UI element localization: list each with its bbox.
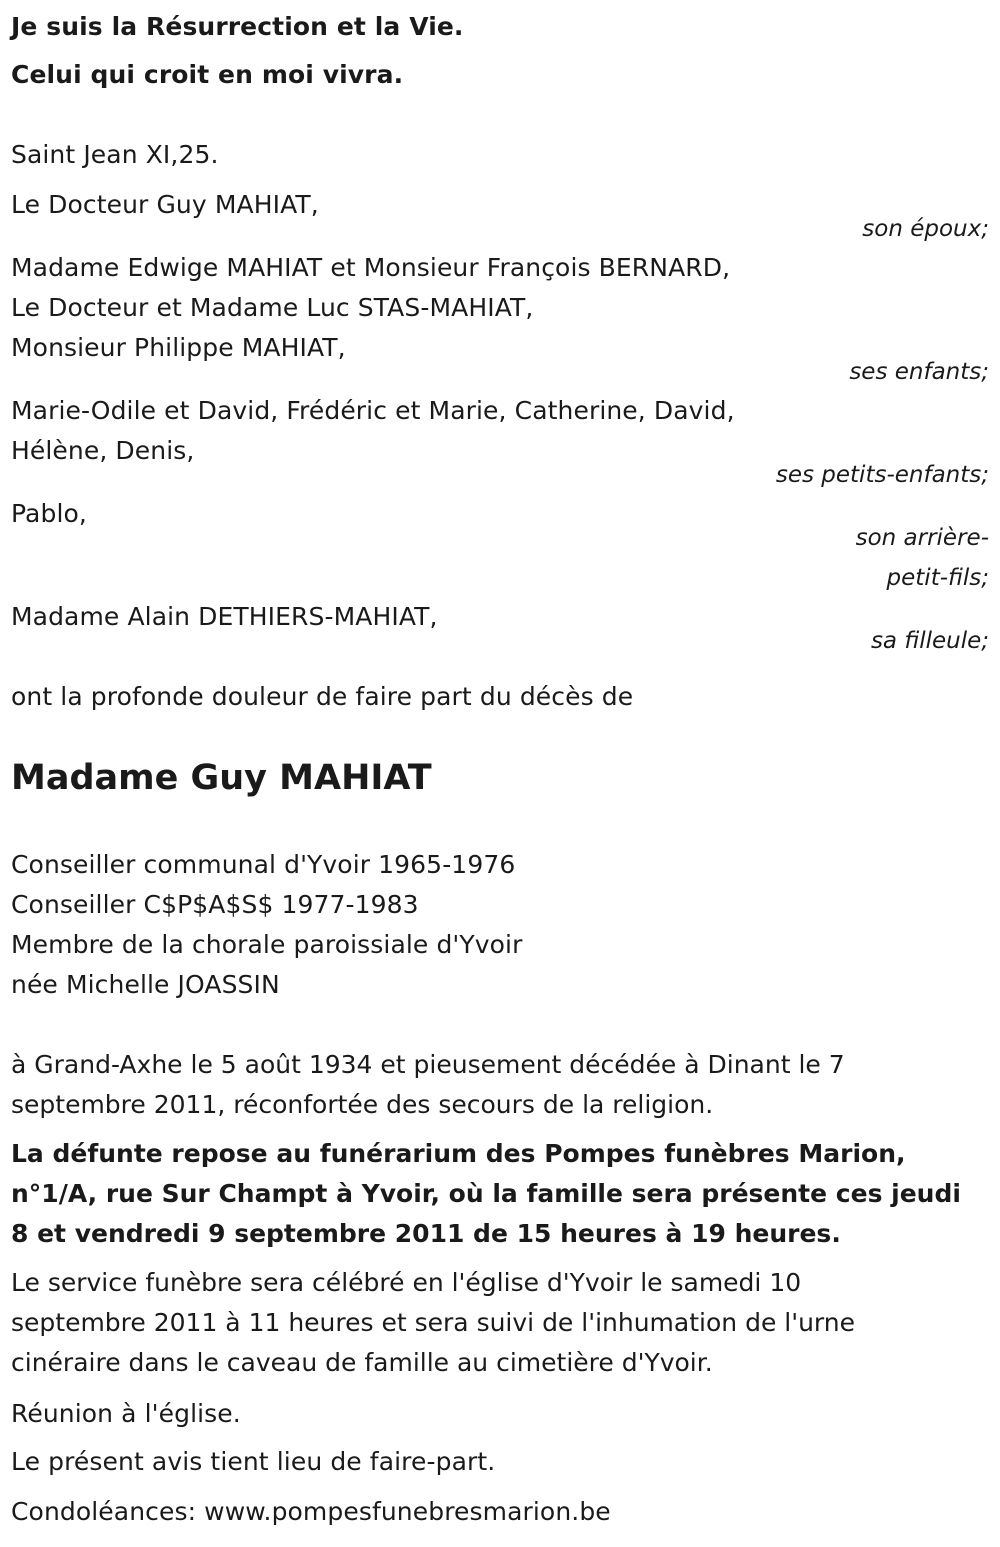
- deceased-title-3: Membre de la chorale paroissiale d'Yvoir: [11, 930, 523, 959]
- visitation-paragraph: La défunte repose au funérarium des Pompes funèbres Marion, n°1/A, rue Sur Champt à Yvoir, où la famille sera présente ces jeudi 8 et vendredi 9 septembre 2011 de 15 heures à 19 heures.: [11, 1139, 961, 1248]
- deceased-title-1: Conseiller communal d'Yvoir 1965-1976: [11, 850, 516, 879]
- spouse-name: Le Docteur Guy MAHIAT,: [11, 190, 319, 219]
- meeting-text: Réunion à l'église.: [11, 1399, 241, 1428]
- grandchildren-line-1: Marie-Odile et David, Frédéric et Marie, Catherine, David,: [11, 396, 735, 425]
- goddaughter-name: Madame Alain DETHIERS-MAHIAT,: [11, 602, 438, 631]
- child-name-1: Madame Edwige MAHIAT et Monsieur François BERNARD,: [11, 253, 731, 282]
- verse-line-2: Celui qui croit en moi vivra.: [11, 60, 404, 89]
- announcement-text: ont la profonde douleur de faire part du décès de: [11, 682, 634, 711]
- spouse-relation: son époux;: [862, 216, 989, 242]
- great-grandchild-name: Pablo,: [11, 499, 87, 528]
- birth-death-paragraph: à Grand-Axhe le 5 août 1934 et pieusement décédée à Dinant le 7 septembre 2011, réconfortée des secours de la religion.: [11, 1050, 845, 1119]
- notice-text: Le présent avis tient lieu de faire-part.: [11, 1447, 496, 1476]
- verse-line-1: Je suis la Résurrection et la Vie.: [11, 12, 464, 41]
- children-relation: ses enfants;: [849, 359, 989, 385]
- goddaughter-relation: sa filleule;: [870, 628, 989, 654]
- grandchildren-line-2: Hélène, Denis,: [11, 436, 195, 465]
- grandchildren-relation: ses petits-enfants;: [775, 462, 989, 488]
- child-name-2: Le Docteur et Madame Luc STAS-MAHIAT,: [11, 293, 534, 322]
- verse-reference: Saint Jean XI,25.: [11, 140, 219, 169]
- deceased-maiden-name: née Michelle JOASSIN: [11, 970, 280, 999]
- deceased-title-2: Conseiller C$P$A$S$ 1977-1983: [11, 890, 419, 919]
- great-grandchild-relation-line-2: petit-fils;: [886, 565, 989, 591]
- child-name-3: Monsieur Philippe MAHIAT,: [11, 333, 346, 362]
- service-paragraph: Le service funèbre sera célébré en l'église d'Yvoir le samedi 10 septembre 2011 à 11 heures et sera suivi de l'inhumation de l'urne cinéraire dans le caveau de famille au cimetière d'Yvoir.: [11, 1268, 855, 1377]
- condolences-text: Condoléances: www.pompesfunebresmarion.be: [11, 1497, 611, 1526]
- deceased-name: Madame Guy MAHIAT: [11, 758, 432, 798]
- great-grandchild-relation-line-1: son arrière-: [855, 525, 989, 551]
